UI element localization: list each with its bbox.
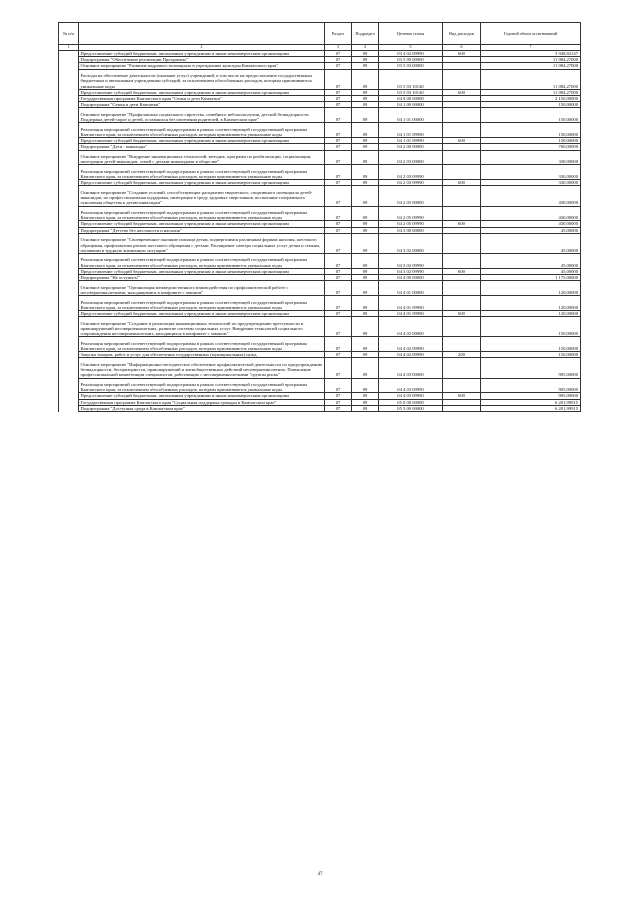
row-subsection: 09 xyxy=(352,150,379,165)
row-target-article: 04 1 00 00000 xyxy=(379,102,443,108)
row-name: Основное мероприятие "Развитие кадрового потенциала в учреждениях культуры Камчатского края" xyxy=(79,63,325,69)
row-expense-type: 600 xyxy=(443,221,481,227)
row-subsection: 09 xyxy=(352,317,379,337)
row-expense-type xyxy=(443,317,481,337)
row-subsection: 09 xyxy=(352,108,379,123)
row-expense-type xyxy=(443,337,481,352)
row-expense-type xyxy=(443,206,481,221)
row-name: Реализация мероприятий соответствующей подпрограммы в рамках соответствующей государственной программы Камчатского края, за исключением обособленных расходов, которым присваиваются уникальные коды xyxy=(79,296,325,311)
row-target-article: 04 3 02 00000 xyxy=(379,233,443,253)
row-subsection: 09 xyxy=(352,352,379,358)
row-number xyxy=(59,378,79,393)
row-section: 07 xyxy=(325,268,352,274)
row-section: 07 xyxy=(325,296,352,311)
row-number xyxy=(59,108,79,123)
row-section: 07 xyxy=(325,108,352,123)
row-section: 07 xyxy=(325,123,352,138)
table-row xyxy=(59,317,581,337)
header-annual-amount: Годовой объем ассигнований xyxy=(481,23,581,45)
row-section: 07 xyxy=(325,233,352,253)
row-name: Реализация мероприятий соответствующей подпрограммы в рамках соответствующей государственной программы Камчатского края, за исключением обособленных расходов, которым присваиваются уникальные коды xyxy=(79,206,325,221)
row-section: 07 xyxy=(325,253,352,268)
row-subsection: 09 xyxy=(352,378,379,393)
row-target-article: 04 4 03 09990 xyxy=(379,378,443,393)
row-target-article: 03 5 00 00000 xyxy=(379,57,443,63)
row-name: Основное мероприятие "Информационно-методическое обеспечение профилактической деятельности по предупреждению безнадзорности, беспризорности, правонарушений и антиобщественных действий несовершеннолетних. Повышение профессиональной компетенции специалистов, работающих с несовершеннолетними "группы риска" xyxy=(79,358,325,378)
row-name: Предоставление субсидий бюджетным, автономным учреждениям и иным некоммерческим организациям xyxy=(79,138,325,144)
row-target-article: 04 4 01 09990 xyxy=(379,296,443,311)
row-subsection: 09 xyxy=(352,227,379,233)
row-name: Реализация мероприятий соответствующей подпрограммы в рамках соответствующей государственной программы Камчатского края, за исключением обособленных расходов, которым присваиваются уникальные коды xyxy=(79,253,325,268)
row-name: Реализация мероприятий соответствующей подпрограммы в рамках соответствующей государственной программы Камчатского края, за исключением обособленных расходов, которым присваиваются уникальные коды xyxy=(79,123,325,138)
table-row xyxy=(59,337,581,352)
row-target-article: 04 4 02 00000 xyxy=(379,317,443,337)
row-target-article: 04 4 03 00000 xyxy=(379,358,443,378)
row-subsection: 09 xyxy=(352,144,379,150)
row-section: 07 xyxy=(325,138,352,144)
index-cell: 7 xyxy=(481,45,581,51)
row-section: 07 xyxy=(325,405,352,411)
row-section: 07 xyxy=(325,206,352,221)
row-subsection: 09 xyxy=(352,89,379,95)
row-name: Основное мероприятие "Создание и реализация инновационных технологий по предупреждению преступности и правонарушений несовершеннолетних, развитие системы социальных услуг. Внедрение технологий социального сопровождения несовершеннолетних, находящихся в конфликте с законом" xyxy=(79,317,325,337)
row-name: Основное мероприятие "Своевременное оказание помощи детям, подвергшимся различным формам насилия, жестокого обращения, профилактика рисков жестокого обращения с детьми. Расширение спектра социальных услуг детям и семьям, попавшим в трудную жизненную ситуацию" xyxy=(79,233,325,253)
row-name: Основное мероприятие "Профилактика социального сиротства, семейного неблагополучия, детской безнадзорности. Поддержка детей-сирот и детей, оставшихся без попечения родителей, в Камчатском крае" xyxy=(79,108,325,123)
row-name: Предоставление субсидий бюджетным, автономным учреждениям и иным некоммерческим организациям xyxy=(79,268,325,274)
row-amount: 120,00000 xyxy=(481,281,581,296)
page-number: 47 xyxy=(317,872,323,877)
row-target-article: 04 1 01 09990 xyxy=(379,123,443,138)
row-number xyxy=(59,281,79,296)
row-expense-type xyxy=(443,296,481,311)
row-name: Подпрограмма "Доступная среда в Камчатском крае" xyxy=(79,405,325,411)
row-target-article: 04 4 01 00000 xyxy=(379,281,443,296)
row-target-article: 04 4 01 09990 xyxy=(379,311,443,317)
row-expense-type xyxy=(443,150,481,165)
table-row xyxy=(59,405,581,411)
table-row xyxy=(59,233,581,253)
row-section: 07 xyxy=(325,144,352,150)
row-section: 07 xyxy=(325,227,352,233)
row-subsection: 09 xyxy=(352,69,379,89)
table-row xyxy=(59,206,581,221)
row-amount: 150,00000 xyxy=(481,108,581,123)
row-expense-type: 600 xyxy=(443,180,481,186)
row-amount: 330,00000 xyxy=(481,150,581,165)
row-amount: 2 150,00000 xyxy=(481,95,581,101)
row-target-article: 04 2 05 09990 xyxy=(379,221,443,227)
row-number xyxy=(59,358,79,378)
row-expense-type xyxy=(443,405,481,411)
row-amount: 330,00000 xyxy=(481,180,581,186)
row-number xyxy=(59,123,79,138)
row-section: 07 xyxy=(325,51,352,57)
row-subsection: 09 xyxy=(352,399,379,405)
row-target-article: 04 3 02 09990 xyxy=(379,253,443,268)
row-amount: 905,00000 xyxy=(481,393,581,399)
row-name: Основное мероприятие "Организация межведомственного взаимодействия по профилактической работе с несовершеннолетними, находящимися в конфликте с законом" xyxy=(79,281,325,296)
row-subsection: 09 xyxy=(352,138,379,144)
row-name: Предоставление субсидий бюджетным, автономным учреждениям и иным некоммерческим организациям xyxy=(79,89,325,95)
row-number xyxy=(59,233,79,253)
row-expense-type xyxy=(443,233,481,253)
table-row xyxy=(59,69,581,89)
row-name: Государственная программа Камчатского края "Семья и дети Камчатки" xyxy=(79,95,325,101)
row-amount: 150,00000 xyxy=(481,317,581,337)
row-subsection: 09 xyxy=(352,95,379,101)
header-expense-type: Вид расходов xyxy=(443,23,481,45)
table-row xyxy=(59,378,581,393)
row-subsection: 09 xyxy=(352,358,379,378)
row-subsection: 09 xyxy=(352,221,379,227)
row-name: Реализация мероприятий соответствующей подпрограммы в рамках соответствующей государственной программы Камчатского края, за исключением обособленных расходов, которым присваиваются уникальные коды xyxy=(79,337,325,352)
row-target-article: 04 4 02 09990 xyxy=(379,352,443,358)
row-name: Расходы на обеспечение деятельности (оказание услуг) учреждений, в том числе на предоставление государственным бюджетным и автономным учреждениям субсидий, за исключением обособленных расходов, которым присваиваются уникальные коды xyxy=(79,69,325,89)
row-name: Основное мероприятие "Создание условий, способствующих раскрытию творческого, спортивного потенциала детей-инвалидов, их профессиональная поддержка, интеграция в среду здоровых сверстников, воспитание толерантного отношения общества к детям-инвалидам" xyxy=(79,186,325,206)
row-name: Подпрограмма "Дети - инвалиды" xyxy=(79,144,325,150)
row-expense-type: 200 xyxy=(443,352,481,358)
row-subsection: 09 xyxy=(352,51,379,57)
row-target-article: 04 4 00 00000 xyxy=(379,275,443,281)
row-name: Предоставление субсидий бюджетным, автономным учреждениям и иным некоммерческим организациям xyxy=(79,51,325,57)
row-expense-type xyxy=(443,108,481,123)
row-name: Подпрограмма "Не оступись!" xyxy=(79,275,325,281)
table-row xyxy=(59,281,581,296)
row-target-article: 03 4 02 09990 xyxy=(379,51,443,57)
row-amount: 330,00000 xyxy=(481,165,581,180)
row-section: 07 xyxy=(325,69,352,89)
row-target-article: 04 2 00 00000 xyxy=(379,144,443,150)
row-section: 07 xyxy=(325,393,352,399)
row-number xyxy=(59,405,79,411)
row-expense-type xyxy=(443,186,481,206)
row-amount: 150,00000 xyxy=(481,352,581,358)
table-row xyxy=(59,108,581,123)
row-target-article: 04 4 03 09990 xyxy=(379,393,443,399)
row-subsection: 09 xyxy=(352,63,379,69)
table-row xyxy=(59,165,581,180)
row-target-article: 04 1 01 09990 xyxy=(379,138,443,144)
row-amount: 1 175,00000 xyxy=(481,275,581,281)
row-target-article: 03 5 03 10140 xyxy=(379,89,443,95)
row-name: Предоставление субсидий бюджетным, автономным учреждениям и иным некоммерческим организациям xyxy=(79,393,325,399)
row-section: 07 xyxy=(325,150,352,165)
row-section: 07 xyxy=(325,337,352,352)
row-section: 07 xyxy=(325,399,352,405)
row-amount: 150,00000 xyxy=(481,123,581,138)
row-section: 07 xyxy=(325,165,352,180)
row-name: Предоставление субсидий бюджетным, автономным учреждениям и иным некоммерческим организациям xyxy=(79,221,325,227)
row-subsection: 09 xyxy=(352,268,379,274)
row-subsection: 09 xyxy=(352,102,379,108)
row-section: 07 xyxy=(325,352,352,358)
row-target-article: 04 2 03 00000 xyxy=(379,150,443,165)
row-amount: 45,00000 xyxy=(481,253,581,268)
index-cell: 6 xyxy=(443,45,481,51)
table-row xyxy=(59,253,581,268)
row-amount: 905,00000 xyxy=(481,378,581,393)
row-subsection: 09 xyxy=(352,206,379,221)
row-expense-type: 600 xyxy=(443,51,481,57)
row-name: Реализация мероприятий соответствующей подпрограммы в рамках соответствующей государственной программы Камчатского края, за исключением обособленных расходов, которым присваиваются уникальные коды xyxy=(79,378,325,393)
row-target-article: 04 2 05 09990 xyxy=(379,206,443,221)
header-number: № п/п xyxy=(59,23,79,45)
row-number xyxy=(59,337,79,352)
row-section: 07 xyxy=(325,89,352,95)
row-name: Подпрограмма "Семья и дети Камчатки" xyxy=(79,102,325,108)
row-amount: 430,00000 xyxy=(481,186,581,206)
row-target-article: 04 2 05 00000 xyxy=(379,186,443,206)
row-amount: 45,00000 xyxy=(481,268,581,274)
header-subsection: Подраздел xyxy=(352,23,379,45)
row-subsection: 09 xyxy=(352,393,379,399)
row-expense-type xyxy=(443,281,481,296)
table-row xyxy=(59,186,581,206)
row-expense-type: 600 xyxy=(443,89,481,95)
row-amount: 11 084,27000 xyxy=(481,63,581,69)
header-section: Раздел xyxy=(325,23,352,45)
row-number xyxy=(59,206,79,221)
row-subsection: 09 xyxy=(352,186,379,206)
table-row xyxy=(59,123,581,138)
row-name: Подпрограмма "Обеспечение реализации Программы" xyxy=(79,57,325,63)
row-section: 07 xyxy=(325,180,352,186)
budget-table-sheet xyxy=(58,22,580,412)
row-expense-type xyxy=(443,358,481,378)
row-target-article: 03 5 03 00000 xyxy=(379,63,443,69)
row-subsection: 09 xyxy=(352,233,379,253)
row-amount: 150,00000 xyxy=(481,337,581,352)
row-subsection: 09 xyxy=(352,405,379,411)
row-expense-type xyxy=(443,165,481,180)
row-section: 07 xyxy=(325,311,352,317)
row-target-article: 04 0 00 00000 xyxy=(379,95,443,101)
table-row xyxy=(59,358,581,378)
row-target-article: 04 3 00 00000 xyxy=(379,227,443,233)
header-target-article: Целевая статья xyxy=(379,23,443,45)
row-expense-type: 600 xyxy=(443,138,481,144)
row-amount: 6 201,99915 xyxy=(481,399,581,405)
row-subsection: 09 xyxy=(352,281,379,296)
row-amount: 3 948,82147 xyxy=(481,51,581,57)
row-amount: 45,00000 xyxy=(481,233,581,253)
row-section: 07 xyxy=(325,186,352,206)
row-subsection: 09 xyxy=(352,123,379,138)
row-section: 07 xyxy=(325,102,352,108)
row-target-article: 04 3 02 09990 xyxy=(379,268,443,274)
row-target-article: 04 2 03 09990 xyxy=(379,180,443,186)
row-section: 07 xyxy=(325,281,352,296)
row-expense-type xyxy=(443,123,481,138)
row-name: Предоставление субсидий бюджетным, автономным учреждениям и иным некоммерческим организациям xyxy=(79,180,325,186)
row-subsection: 09 xyxy=(352,180,379,186)
row-amount: 11 084,27000 xyxy=(481,69,581,89)
header-name xyxy=(79,23,325,45)
row-number xyxy=(59,317,79,337)
row-subsection: 09 xyxy=(352,296,379,311)
row-expense-type xyxy=(443,69,481,89)
row-subsection: 09 xyxy=(352,311,379,317)
row-amount: 11 084,27000 xyxy=(481,89,581,95)
budget-table xyxy=(58,22,581,412)
row-name: Государственная программа Камчатского края "Социальная поддержка граждан в Камчатском крае" xyxy=(79,399,325,405)
index-cell: 1 xyxy=(59,45,79,51)
row-amount: 430,00000 xyxy=(481,206,581,221)
row-number xyxy=(59,165,79,180)
row-expense-type xyxy=(443,253,481,268)
row-section: 07 xyxy=(325,57,352,63)
row-amount: 45,00000 xyxy=(481,227,581,233)
table-body xyxy=(59,51,581,412)
row-name: Подпрограмма "Детство без жестокости и насилия" xyxy=(79,227,325,233)
index-cell: 3 xyxy=(325,45,352,51)
row-subsection: 09 xyxy=(352,275,379,281)
row-expense-type xyxy=(443,378,481,393)
row-target-article: 04 2 03 09990 xyxy=(379,165,443,180)
row-amount: 760,00000 xyxy=(481,144,581,150)
row-number xyxy=(59,150,79,165)
row-number xyxy=(59,186,79,206)
row-amount: 120,00000 xyxy=(481,311,581,317)
row-subsection: 09 xyxy=(352,165,379,180)
row-number xyxy=(59,253,79,268)
row-amount: 430,00000 xyxy=(481,221,581,227)
row-expense-type: 600 xyxy=(443,268,481,274)
row-target-article: 04 1 01 00000 xyxy=(379,108,443,123)
row-subsection: 09 xyxy=(352,57,379,63)
row-section: 07 xyxy=(325,95,352,101)
row-amount: 6 201,99915 xyxy=(481,405,581,411)
row-number xyxy=(59,69,79,89)
index-cell: 4 xyxy=(352,45,379,51)
row-subsection: 09 xyxy=(352,253,379,268)
row-amount: 11 084,27000 xyxy=(481,57,581,63)
row-expense-type: 600 xyxy=(443,311,481,317)
row-section: 07 xyxy=(325,221,352,227)
row-section: 07 xyxy=(325,358,352,378)
row-name: Реализация мероприятий соответствующей подпрограммы в рамках соответствующей государственной программы Камчатского края, за исключением обособленных расходов, которым присваиваются уникальные коды xyxy=(79,165,325,180)
row-name: Основное мероприятие "Внедрение инновационных технологий, методик, программ по реабилитации, социализации, интеграции детей-инвалидов, семей с детьми-инвалидами в обществе" xyxy=(79,150,325,165)
index-cell: 2 xyxy=(79,45,325,51)
row-amount: 150,00000 xyxy=(481,102,581,108)
table-row xyxy=(59,296,581,311)
row-target-article: 04 4 02 09990 xyxy=(379,337,443,352)
index-cell: 5 xyxy=(379,45,443,51)
row-target-article: 05 0 00 00000 xyxy=(379,399,443,405)
table-row xyxy=(59,150,581,165)
row-expense-type: 600 xyxy=(443,393,481,399)
row-target-article: 05 3 00 00000 xyxy=(379,405,443,411)
table-header-row xyxy=(59,23,581,45)
row-amount: 120,00000 xyxy=(481,296,581,311)
row-amount: 150,00000 xyxy=(481,138,581,144)
row-target-article: 03 5 03 10140 xyxy=(379,69,443,89)
row-name: Предоставление субсидий бюджетным, автономным учреждениям и иным некоммерческим организациям xyxy=(79,311,325,317)
row-section: 07 xyxy=(325,317,352,337)
row-amount: 905,00000 xyxy=(481,358,581,378)
row-section: 07 xyxy=(325,275,352,281)
row-subsection: 09 xyxy=(352,337,379,352)
row-number xyxy=(59,296,79,311)
row-section: 07 xyxy=(325,378,352,393)
row-section: 07 xyxy=(325,63,352,69)
row-name: Закупка товаров, работ и услуг для обеспечения государственных (муниципальных) нужд xyxy=(79,352,325,358)
